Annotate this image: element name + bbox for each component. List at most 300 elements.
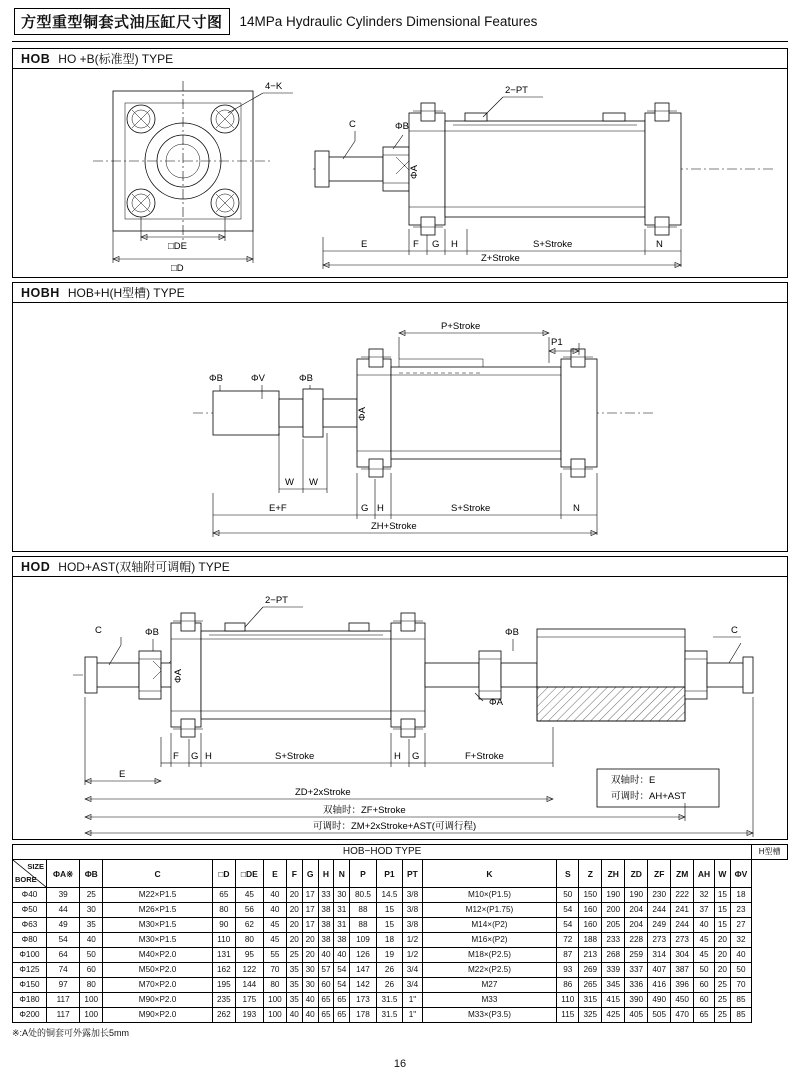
table-cell: 54 [557,903,579,918]
table-cell: 55 [263,948,286,963]
table-cell: 40 [302,993,318,1008]
table-cell: 173 [350,993,377,1008]
table-cell: 44 [47,903,80,918]
table-cell: 109 [350,933,377,948]
table-cell: 38 [318,918,334,933]
svg-text:S+Stroke: S+Stroke [451,503,491,514]
section-hob-label: HO +B(标准型) TYPE [58,52,174,66]
col-header-11: P1 [376,860,403,888]
table-cell: 178 [350,1008,377,1023]
section-hobh-drawing [13,303,787,551]
col-header-18: ZF [648,860,671,888]
table-cell: 60 [318,978,334,993]
row-bore-label: Φ200 [13,1008,47,1023]
table-row [13,1008,788,1023]
svg-text:N: N [656,239,663,250]
col-header-7: G [302,860,318,888]
table-cell: 268 [602,948,625,963]
table-cell: 117 [47,1008,80,1023]
table-cell: 244 [648,903,671,918]
table-cell: 40 [334,948,350,963]
col-header-15: Z [579,860,602,888]
table-cell: 65 [334,1008,350,1023]
table-cell: 65 [318,1008,334,1023]
svg-text:ΦA: ΦA [409,165,420,179]
table-cell: 20 [714,963,730,978]
table-cell: 40 [302,1008,318,1023]
table-cell: 160 [579,903,602,918]
table-cell: 60 [694,978,715,993]
col-header-16: ZH [602,860,625,888]
table-row [13,978,788,993]
table-cell: 3/8 [403,918,422,933]
col-header-21: W [714,860,730,888]
table-cell: 85 [730,1008,751,1023]
col-header-22: ΦV [730,860,751,888]
svg-text:S+Stroke: S+Stroke [275,751,315,762]
table-cell: 100 [263,993,286,1008]
table-cell: 3/8 [403,903,422,918]
table-cell: 345 [602,978,625,993]
table-cell: 228 [625,933,648,948]
svg-text:ΦB: ΦB [395,121,409,132]
table-cell: 20 [302,933,318,948]
svg-text:W: W [285,477,294,488]
table-cell: 19 [376,948,403,963]
table-cell: 390 [625,993,648,1008]
table-cell: 80 [235,933,263,948]
table-cell: 20 [286,933,302,948]
table-cell: 15 [714,888,730,903]
page-number: 16 [393,1058,407,1070]
table-cell: 336 [625,978,648,993]
table-cell: 244 [671,918,694,933]
table-cell: 40 [286,1008,302,1023]
table-cell: 3/4 [403,963,422,978]
table-cell: 20 [714,948,730,963]
table-row [13,993,788,1008]
table-cell: 160 [579,918,602,933]
svg-text:H: H [205,751,212,762]
svg-text:□D: □D [171,263,184,274]
table-cell: 45 [263,933,286,948]
svg-text:N: N [573,503,580,514]
table-cell: 50 [557,888,579,903]
table-cell: 490 [648,993,671,1008]
table-cell: 31 [334,903,350,918]
table-cell: 35 [286,978,302,993]
table-cell: 49 [47,918,80,933]
table-cell: 32 [694,888,715,903]
table-cell: 35 [80,918,103,933]
title-english: 14MPa Hydraulic Cylinders Dimensional Features [239,14,538,29]
table-cell: 339 [602,963,625,978]
table-cell: 31.5 [376,993,403,1008]
dimensions-table [12,844,788,1023]
table-cell: 415 [602,993,625,1008]
table-cell: 126 [350,948,377,963]
header-divider [12,41,788,42]
svg-text:E+F: E+F [269,503,287,514]
table-cell: 15 [714,903,730,918]
table-cell: 110 [557,993,579,1008]
svg-text:W: W [309,477,318,488]
table-cell: 45 [694,948,715,963]
table-cell: M70×P2.0 [103,978,213,993]
table-cell: 15 [714,918,730,933]
svg-text:S+Stroke: S+Stroke [533,239,573,250]
table-cell: 100 [80,1008,103,1023]
table-cell: 74 [47,963,80,978]
table-cell: M50×P2.0 [103,963,213,978]
table-cell: M27 [422,978,557,993]
section-hob-drawing [13,69,787,277]
table-cell: 70 [263,963,286,978]
table-cell: 262 [212,1008,235,1023]
table-cell: 95 [235,948,263,963]
table-cell: 213 [579,948,602,963]
table-cell: 80 [263,978,286,993]
svg-text:H: H [377,503,384,514]
section-hobh [12,282,788,552]
table-cell: 18 [730,888,751,903]
table-cell: 315 [579,993,602,1008]
table-cell: 122 [235,963,263,978]
table-cell: 175 [235,993,263,1008]
table-cell: 25 [286,948,302,963]
table-cell: M10×(P1.5) [422,888,557,903]
svg-text:ZH+Stroke: ZH+Stroke [371,521,417,532]
table-cell: 241 [671,903,694,918]
table-cell: 304 [671,948,694,963]
table-cell: 405 [625,1008,648,1023]
table-row [13,933,788,948]
table-cell: 193 [235,1008,263,1023]
table-row [13,948,788,963]
table-cell: 269 [579,963,602,978]
table-cell: 38 [318,933,334,948]
table-cell: 20 [286,888,302,903]
table-cell: 80 [80,978,103,993]
table-cell: 31 [334,918,350,933]
table-cell: M22×(P2.5) [422,963,557,978]
svg-text:P+Stroke: P+Stroke [441,321,481,332]
table-cell: M90×P2.0 [103,1008,213,1023]
table-cell: 80 [212,903,235,918]
svg-text:ΦA: ΦA [489,697,503,708]
table-cell: 20 [714,933,730,948]
section-hob-title [13,49,787,69]
col-header-14: S [557,860,579,888]
table-cell: 416 [648,978,671,993]
table-cell: 325 [579,1008,602,1023]
table-cell: 80.5 [350,888,377,903]
svg-text:ΦA: ΦA [357,407,368,421]
table-cell: 30 [302,963,318,978]
table-cell: 15 [376,918,403,933]
svg-text:F+Stroke: F+Stroke [465,751,504,762]
row-bore-label: Φ40 [13,888,47,903]
table-cell: 17 [302,888,318,903]
svg-text:双轴时：ZF+Stroke: 双轴时：ZF+Stroke [323,805,406,816]
table-cell: 37 [694,903,715,918]
svg-text:F: F [173,751,179,762]
table-cell: 222 [671,888,694,903]
row-bore-label: Φ80 [13,933,47,948]
svg-text:H: H [451,239,458,250]
col-header-10: P [350,860,377,888]
table-cell: M18×(P2.5) [422,948,557,963]
svg-text:ΦB: ΦB [145,627,159,638]
svg-text:G: G [191,751,199,762]
table-cell: 40 [263,903,286,918]
table-cell: 56 [235,903,263,918]
table-cell: 25 [714,1008,730,1023]
table-cell: 115 [557,1008,579,1023]
table-cell: 14.5 [376,888,403,903]
svg-text:H: H [394,751,401,762]
section-hod-drawing [13,577,787,839]
table-cell: 30 [80,903,103,918]
section-hobh-code: HOBH [21,285,60,300]
table-cell: 86 [557,978,579,993]
table-cell: 40 [80,933,103,948]
table-cell: 204 [625,918,648,933]
section-hod-code: HOD [21,559,51,574]
table-cell: 26 [376,963,403,978]
col-header-2: C [103,860,213,888]
corner-bore-label: BORE [15,875,37,884]
svg-text:G: G [361,503,369,514]
col-header-6: F [286,860,302,888]
table-cell: 39 [47,888,80,903]
table-cell: 387 [671,963,694,978]
table-row [13,963,788,978]
table-row [13,888,788,903]
table-cell: 1" [403,1008,422,1023]
svg-text:可调时：AH+AST: 可调时：AH+AST [611,791,687,802]
table-cell: 62 [235,918,263,933]
table-cell: 425 [602,1008,625,1023]
table-footnote: ※:A处的铜套可外露加长5mm [12,1028,130,1038]
row-bore-label: Φ180 [13,993,47,1008]
svg-text:E: E [119,769,126,780]
col-header-1: ΦB [80,860,103,888]
table-cell: 54 [47,933,80,948]
svg-text:G: G [432,239,440,250]
table-cell: 33 [318,888,334,903]
table-cell: 65 [212,888,235,903]
section-hobh-title [13,283,787,303]
col-header-13: K [422,860,557,888]
table-cell: 87 [557,948,579,963]
table-cell: 30 [302,978,318,993]
title-chinese: 方型重型铜套式油压缸尺寸图 [14,8,230,35]
table-cell: 88 [350,918,377,933]
table-cell: 60 [80,963,103,978]
col-header-20: AH [694,860,715,888]
col-header-9: N [334,860,350,888]
table-cell: 396 [671,978,694,993]
table-cell: 26 [376,978,403,993]
svg-text:□DE: □DE [168,241,187,252]
svg-text:C: C [95,625,102,636]
table-cell: M14×(P2) [422,918,557,933]
table-cell: 230 [648,888,671,903]
table-cell: 57 [318,963,334,978]
section-hod-label: HOD+AST(双轴附可调帽) TYPE [58,560,230,574]
row-bore-label: Φ63 [13,918,47,933]
table-cell: 25 [80,888,103,903]
col-header-8: H [318,860,334,888]
table-cell: 38 [318,903,334,918]
table-cell: 100 [80,993,103,1008]
section-hod-title [13,557,787,577]
table-cell: 117 [47,993,80,1008]
row-bore-label: Φ100 [13,948,47,963]
table-cell: 50 [730,963,751,978]
table-corner-header [13,860,47,888]
table-cell: 1/2 [403,948,422,963]
table-cell: 233 [602,933,625,948]
page-header [12,6,788,39]
svg-text:ΦB: ΦB [505,627,519,638]
col-header-0: ΦA※ [47,860,80,888]
svg-text:ΦA: ΦA [173,669,184,683]
table-cell: 90 [212,918,235,933]
svg-text:可调时：ZM+2xStroke+AST(可调行程): 可调时：ZM+2xStroke+AST(可调行程) [313,821,477,832]
svg-text:C: C [731,625,738,636]
table-cell: 88 [350,903,377,918]
table-cell: 54 [557,918,579,933]
table-cell: 17 [302,903,318,918]
svg-text:ΦB: ΦB [299,373,313,384]
table-cell: 65 [694,1008,715,1023]
table-cell: 188 [579,933,602,948]
table-cell: 93 [557,963,579,978]
table-cell: M12×(P1.75) [422,903,557,918]
row-bore-label: Φ50 [13,903,47,918]
table-cell: 54 [334,978,350,993]
table-cell: 235 [212,993,235,1008]
table-cell: M30×P1.5 [103,933,213,948]
row-bore-label: Φ125 [13,963,47,978]
section-hob [12,48,788,278]
table-cell: 505 [648,1008,671,1023]
table-cell: 20 [302,948,318,963]
table-cell: 65 [318,993,334,1008]
svg-text:C: C [349,119,356,130]
col-header-4: □DE [235,860,263,888]
corner-size-label: SIZE [27,862,44,871]
table-cell: 131 [212,948,235,963]
table-cell: 85 [730,993,751,1008]
table-cell: 65 [334,993,350,1008]
table-cell: M22×P1.5 [103,888,213,903]
table-row [13,903,788,918]
svg-text:2−PT: 2−PT [265,595,288,606]
table-cell: 144 [235,978,263,993]
table-cell: 40 [263,888,286,903]
table-cell: 50 [80,948,103,963]
table-cell: 54 [334,963,350,978]
svg-text:ZD+2xStroke: ZD+2xStroke [295,787,351,798]
table-cell: M33 [422,993,557,1008]
table-cell: 147 [350,963,377,978]
table-cell: 337 [625,963,648,978]
section-hobh-label: HOB+H(H型槽) TYPE [67,286,185,300]
table-cell: M90×P2.0 [103,993,213,1008]
table-cell: 273 [648,933,671,948]
table-cell: 265 [579,978,602,993]
table-cell: M33×(P3.5) [422,1008,557,1023]
table-cell: 64 [47,948,80,963]
table-cell: 15 [376,903,403,918]
table-cell: 100 [263,1008,286,1023]
table-cell: 17 [302,918,318,933]
table-cell: 40 [694,918,715,933]
table-cell: M26×P1.5 [103,903,213,918]
table-cell: M40×P2.0 [103,948,213,963]
table-title: HOB−HOD TYPE [13,845,752,860]
table-cell: 45 [263,918,286,933]
table-cell: 190 [602,888,625,903]
table-title-right: H型槽 [752,845,788,860]
table-row [13,918,788,933]
svg-text:Z+Stroke: Z+Stroke [481,253,520,264]
table-cell: 162 [212,963,235,978]
table-cell: 249 [648,918,671,933]
table-cell: 30 [334,888,350,903]
table-cell: 150 [579,888,602,903]
table-cell: 195 [212,978,235,993]
table-cell: 18 [376,933,403,948]
table-cell: 142 [350,978,377,993]
table-cell: 23 [730,903,751,918]
table-cell: 25 [714,993,730,1008]
section-hob-code: HOB [21,51,51,66]
table-cell: 45 [235,888,263,903]
row-bore-label: Φ150 [13,978,47,993]
table-cell: 110 [212,933,235,948]
col-header-17: ZD [625,860,648,888]
table-cell: 314 [648,948,671,963]
table-cell: 3/8 [403,888,422,903]
table-cell: 35 [286,993,302,1008]
table-cell: 204 [625,903,648,918]
table-cell: 470 [671,1008,694,1023]
svg-text:E: E [361,239,368,250]
svg-text:ΦB: ΦB [209,373,223,384]
col-header-12: PT [403,860,422,888]
table-cell: 20 [286,918,302,933]
col-header-5: E [263,860,286,888]
svg-text:P1: P1 [551,337,563,348]
table-cell: 60 [694,993,715,1008]
svg-text:2−PT: 2−PT [505,85,528,96]
svg-text:F: F [413,239,419,250]
table-cell: 31.5 [376,1008,403,1023]
table-cell: 70 [730,978,751,993]
table-cell: 200 [602,903,625,918]
table-cell: 97 [47,978,80,993]
table-cell: M16×(P2) [422,933,557,948]
svg-text:G: G [412,751,420,762]
table-cell: 259 [625,948,648,963]
col-header-3: □D [212,860,235,888]
table-cell: 27 [730,918,751,933]
table-cell: 40 [318,948,334,963]
